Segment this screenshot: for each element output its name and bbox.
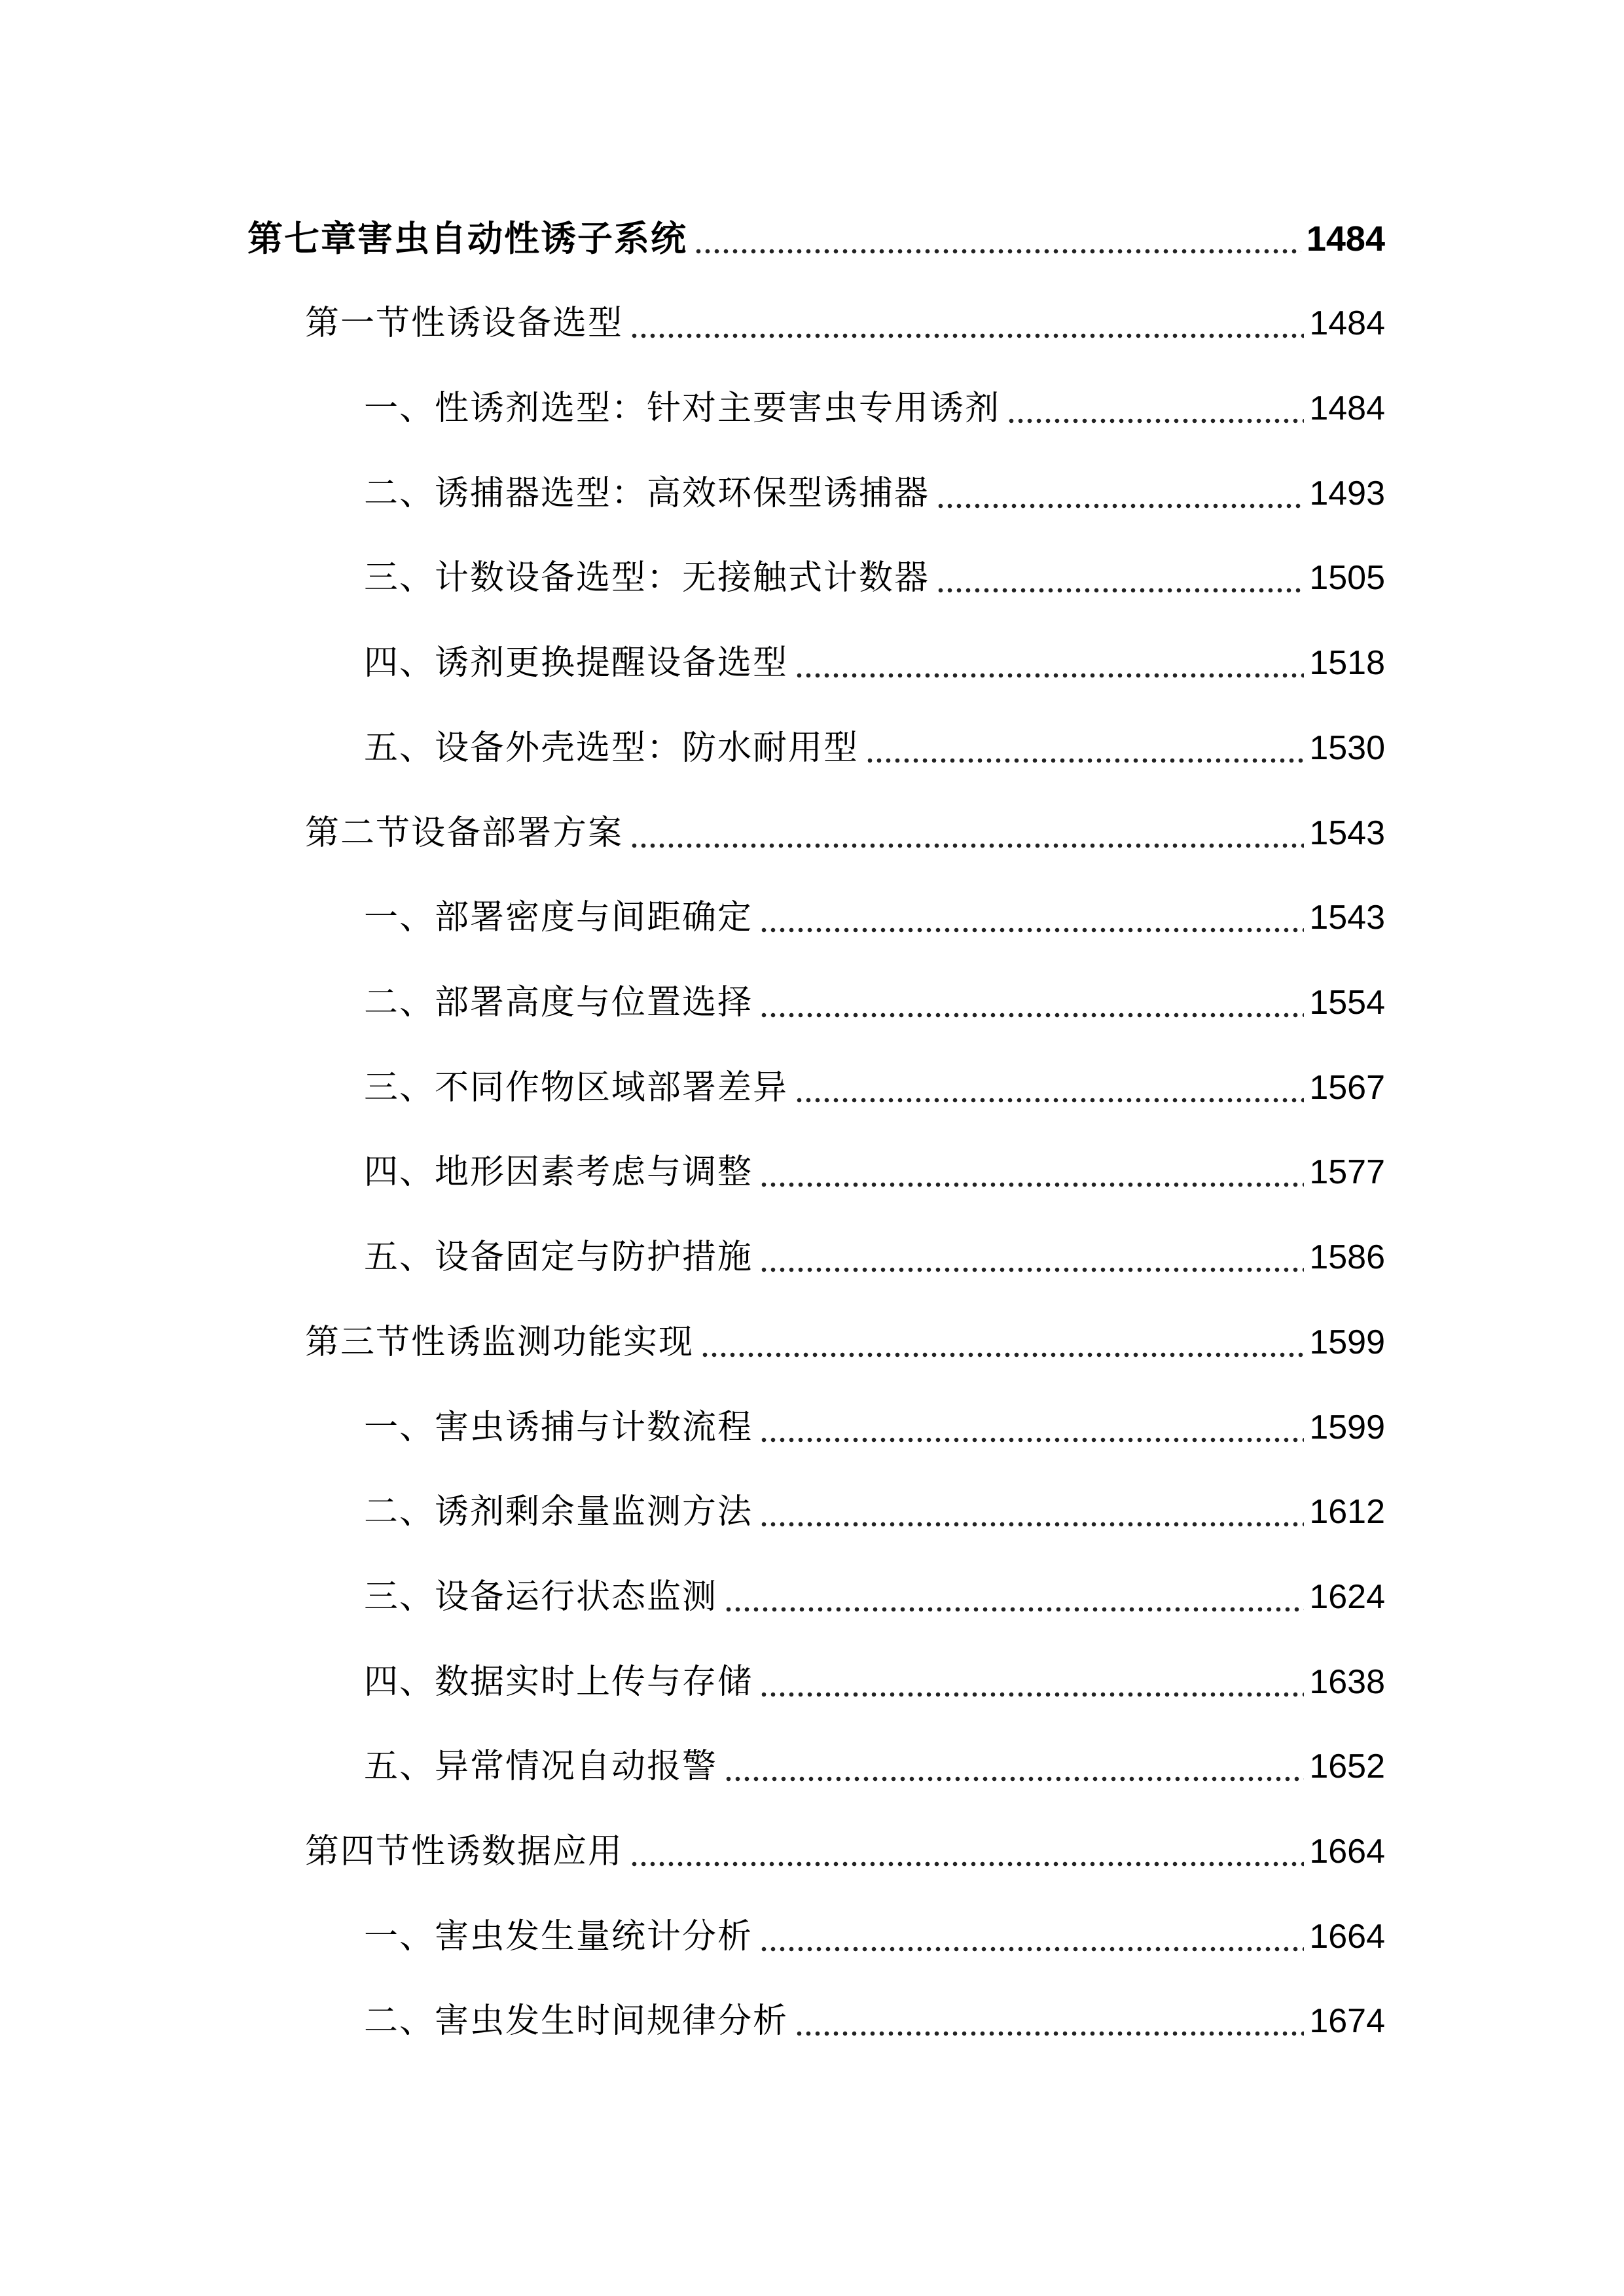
toc-entry-title: 第七章害虫自动性诱子系统 — [247, 218, 687, 259]
toc-dot-leader — [795, 630, 1304, 696]
toc-entry-title: 二、害虫发生时间规律分析 — [364, 2001, 789, 2041]
toc-entry-page: 1484 — [1309, 389, 1385, 427]
toc-entry-title: 二、诱剂剩余量监测方法 — [364, 1492, 753, 1532]
toc-entry-title: 二、部署高度与位置选择 — [364, 983, 753, 1022]
toc-entry-subsection[interactable] — [364, 1225, 1385, 1290]
toc-entry-page: 1652 — [1309, 1748, 1385, 1785]
toc-entry-title: 三、计数设备选型：无接触式计数器 — [364, 558, 930, 598]
toc-entry-page: 1577 — [1309, 1153, 1385, 1191]
toc-dot-leader — [1007, 376, 1304, 441]
toc-dot-leader — [759, 1649, 1304, 1715]
toc-entry-title: 一、害虫发生量统计分析 — [364, 1917, 753, 1956]
toc-entry-subsection[interactable] — [364, 1564, 1385, 1630]
toc-dot-leader — [694, 206, 1301, 272]
toc-dot-leader — [630, 291, 1304, 356]
toc-dot-leader — [759, 1395, 1304, 1460]
toc-entry-subsection[interactable] — [364, 545, 1385, 611]
toc-entry-page: 1624 — [1309, 1578, 1385, 1616]
toc-entry-subsection[interactable] — [364, 1904, 1385, 1969]
toc-entry-subsection[interactable] — [364, 715, 1385, 781]
toc-dot-leader — [759, 970, 1304, 1035]
toc-entry-page: 1586 — [1309, 1238, 1385, 1276]
toc-entry-title: 第一节性诱设备选型 — [305, 304, 624, 343]
toc-entry-title: 五、异常情况自动报警 — [364, 1747, 718, 1786]
toc-entry-page: 1518 — [1309, 644, 1385, 682]
toc-dot-leader — [795, 1055, 1304, 1121]
toc-entry-title: 四、地形因素考虑与调整 — [364, 1153, 753, 1192]
toc-dot-leader — [936, 545, 1304, 611]
toc-dot-leader — [759, 1479, 1304, 1545]
toc-entry-page: 1638 — [1309, 1663, 1385, 1701]
toc-dot-leader — [759, 1139, 1304, 1205]
toc-entry-title: 第二节设备部署方案 — [305, 814, 624, 853]
toc-entry-section[interactable] — [305, 800, 1385, 866]
toc-entry-title: 第四节性诱数据应用 — [305, 1832, 624, 1871]
toc-entry-subsection[interactable] — [364, 1988, 1385, 2054]
toc-dot-leader — [936, 461, 1304, 526]
toc-entry-subsection[interactable] — [364, 376, 1385, 441]
toc-entry-title: 一、害虫诱捕与计数流程 — [364, 1408, 753, 1447]
toc-entry-page: 1612 — [1309, 1493, 1385, 1531]
toc-entry-section[interactable] — [305, 1819, 1385, 1884]
toc-entry-subsection[interactable] — [364, 1479, 1385, 1545]
toc-entry-page: 1674 — [1309, 2002, 1385, 2040]
toc-entry-title: 二、诱捕器选型：高效环保型诱捕器 — [364, 474, 930, 513]
toc-entry-subsection[interactable] — [364, 630, 1385, 696]
toc-entry-title: 五、设备固定与防护措施 — [364, 1238, 753, 1277]
toc-entry-page: 1664 — [1309, 1833, 1385, 1871]
toc-entry-title: 一、部署密度与间距确定 — [364, 898, 753, 937]
toc-entry-title: 三、不同作物区域部署差异 — [364, 1068, 789, 1107]
toc-entry-title: 第三节性诱监测功能实现 — [305, 1323, 695, 1362]
toc-entry-page: 1599 — [1309, 1408, 1385, 1446]
toc-entry-title: 四、数据实时上传与存储 — [364, 1662, 753, 1702]
toc-entry-subsection[interactable] — [364, 1649, 1385, 1715]
toc-entry-page: 1505 — [1309, 559, 1385, 597]
toc-dot-leader — [759, 885, 1304, 950]
toc-dot-leader — [795, 1988, 1304, 2054]
toc-entry-page: 1530 — [1309, 729, 1385, 767]
toc-entry-page: 1493 — [1309, 475, 1385, 512]
toc-entry-page: 1567 — [1309, 1069, 1385, 1107]
toc-dot-leader — [700, 1310, 1304, 1375]
toc-entry-section[interactable] — [305, 291, 1385, 356]
toc-dot-leader — [865, 715, 1304, 781]
toc-entry-page: 1543 — [1309, 814, 1385, 852]
toc-entry-page: 1599 — [1309, 1323, 1385, 1361]
toc-entry-title: 五、设备外壳选型：防水耐用型 — [364, 728, 859, 768]
toc-dot-leader — [724, 1564, 1304, 1630]
toc-entry-title: 三、设备运行状态监测 — [364, 1577, 718, 1617]
toc-entry-subsection[interactable] — [364, 1055, 1385, 1121]
toc-entry-page: 1543 — [1309, 899, 1385, 937]
toc-entry-subsection[interactable] — [364, 1395, 1385, 1460]
toc-dot-leader — [724, 1734, 1304, 1799]
toc-entry-chapter[interactable] — [247, 206, 1385, 272]
toc-entry-section[interactable] — [305, 1310, 1385, 1375]
toc-entry-subsection[interactable] — [364, 970, 1385, 1035]
toc-dot-leader — [759, 1904, 1304, 1969]
toc-entry-page: 1664 — [1309, 1918, 1385, 1956]
toc-dot-leader — [630, 800, 1304, 866]
toc-entry-page: 1484 — [1306, 219, 1385, 259]
toc-dot-leader — [759, 1225, 1304, 1290]
toc-entry-subsection[interactable] — [364, 461, 1385, 526]
toc-entry-page: 1554 — [1309, 984, 1385, 1022]
toc-dot-leader — [630, 1819, 1304, 1884]
toc-entry-title: 四、诱剂更换提醒设备选型 — [364, 643, 789, 683]
toc-entry-subsection[interactable] — [364, 1734, 1385, 1799]
toc-entry-title: 一、性诱剂选型：针对主要害虫专用诱剂 — [364, 389, 1001, 428]
toc-entry-subsection[interactable] — [364, 885, 1385, 950]
toc-entry-subsection[interactable] — [364, 1139, 1385, 1205]
toc-entry-page: 1484 — [1309, 304, 1385, 342]
